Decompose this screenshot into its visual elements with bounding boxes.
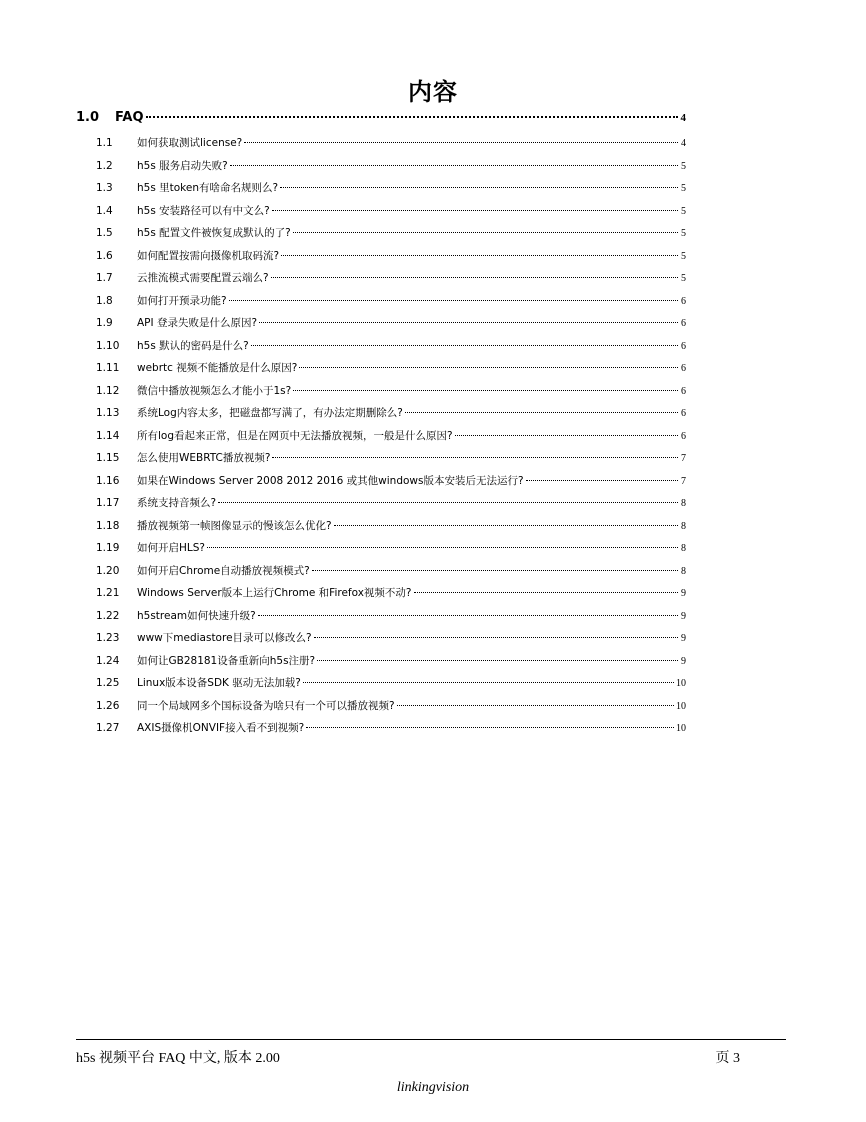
toc-entry-number: 1.14	[96, 429, 120, 442]
toc-entry-number: 1.4	[96, 204, 113, 217]
toc-entry-page: 4	[680, 112, 686, 124]
toc-entry-number: 1.17	[96, 497, 120, 509]
toc-entry-page: 5	[681, 205, 686, 217]
toc-entry[interactable]	[96, 608, 686, 631]
toc-entry-page: 6	[681, 430, 686, 442]
toc-entry-number: 1.19	[96, 542, 120, 554]
toc-entry[interactable]	[96, 540, 686, 563]
toc-entry-title: 如果在Windows Server 2008 2012 2016 或其他windows版本安装后无法运行?	[137, 474, 524, 487]
toc-entry-title: www下mediastore目录可以修改么?	[137, 632, 312, 644]
toc-leader-dots	[272, 210, 678, 211]
toc-entry[interactable]	[96, 270, 686, 293]
toc-entry-number: 1.9	[96, 317, 113, 329]
footer-brand: linkingvision	[396, 1080, 470, 1095]
toc-entry-title: API 登录失败是什么原因?	[137, 317, 258, 329]
toc-entry-page: 6	[681, 318, 686, 329]
toc-entry-title: 同一个局域网多个国标设备为啥只有一个可以播放视频?	[137, 699, 395, 712]
toc-entry-page: 8	[681, 520, 686, 532]
toc-leader-dots	[526, 480, 678, 481]
footer-doc-title: h5s 视频平台 FAQ 中文, 版本 2.00	[76, 1051, 280, 1066]
toc-entry[interactable]	[96, 203, 686, 226]
toc-entry[interactable]	[96, 338, 686, 361]
toc-entry-title: 系统支持音频么?	[137, 497, 217, 509]
toc-entry-page: 5	[681, 183, 686, 194]
toc-leader-dots	[229, 300, 678, 301]
toc-entry[interactable]	[96, 630, 686, 653]
toc-entry-title: Windows Server版本上运行Chrome 和Firefox视频不动?	[137, 587, 412, 599]
toc-entry[interactable]	[96, 158, 686, 181]
toc-entry-page: 4	[681, 138, 686, 149]
toc-leader-dots	[317, 660, 678, 661]
toc-leader-dots	[303, 682, 674, 683]
toc-entry-page: 10	[676, 723, 686, 734]
toc-entry-title: 播放视频第一帧图像显示的慢该怎么优化?	[137, 519, 332, 532]
toc-entry-number: 1.15	[96, 452, 120, 464]
toc-entry-number: 1.25	[96, 677, 120, 689]
toc-leader-dots	[334, 525, 678, 526]
toc-entry-number: 1.11	[96, 362, 120, 374]
toc-entry-number: 1.1	[96, 137, 113, 149]
toc-entry[interactable]	[96, 675, 686, 698]
toc-entry-number: 1.5	[96, 227, 113, 239]
toc-entry-page: 8	[681, 565, 686, 577]
toc-leader-dots	[314, 637, 678, 638]
toc-leader-dots	[455, 435, 678, 436]
toc-entry[interactable]	[96, 428, 686, 451]
toc-entry-page: 6	[681, 340, 686, 352]
toc-entry-page: 9	[681, 588, 686, 599]
toc-entry-title: 微信中播放视频怎么才能小于1s?	[137, 384, 292, 397]
toc-entry-page: 10	[676, 678, 686, 689]
toc-entry[interactable]	[96, 698, 686, 721]
toc-leader-dots	[312, 570, 678, 571]
toc-entry-title: 所有log看起来正常，但是在网页中无法播放视频，一般是什么原因?	[137, 429, 453, 442]
toc-entry-page: 9	[681, 610, 686, 622]
toc-entry-title: webrtc 视频不能播放是什么原因?	[137, 362, 298, 374]
toc-entry[interactable]	[96, 248, 686, 271]
toc-entry-title: 如何让GB28181设备重新向h5s注册?	[137, 654, 316, 667]
toc-leader-dots	[258, 615, 678, 616]
toc-entry[interactable]	[96, 225, 686, 248]
toc-leader-dots	[244, 142, 678, 143]
toc-entry-number: 1.18	[96, 519, 120, 532]
toc-entry-page: 9	[681, 633, 686, 644]
toc-entry[interactable]	[96, 653, 686, 676]
toc-entry[interactable]	[96, 180, 686, 203]
toc-entry-page: 8	[681, 498, 686, 509]
toc-entry-page: 8	[681, 543, 686, 554]
toc-entry-title: Linux版本设备SDK 驱动无法加载?	[137, 677, 301, 689]
toc-entry-title: h5s 安装路径可以有中文么?	[137, 204, 270, 217]
toc-entry[interactable]	[96, 135, 686, 158]
toc-entry-title: 如何开启Chrome自动播放视频模式?	[137, 564, 310, 577]
toc-entry-number: 1.24	[96, 654, 120, 667]
toc-entry-title: AXIS摄像机ONVIF接入看不到视频?	[137, 722, 305, 734]
toc-leader-dots	[218, 502, 678, 503]
toc-entry-number: 1.20	[96, 564, 120, 577]
toc-leader-dots	[414, 592, 679, 593]
toc-entry-number: 1.10	[96, 339, 120, 352]
toc-entry-page: 6	[681, 295, 686, 307]
toc-entry-number: 1.21	[96, 587, 120, 599]
toc-entry-title: h5s 默认的密码是什么?	[137, 339, 249, 352]
toc-leader-dots	[397, 705, 674, 706]
toc-entry-number: 1.27	[96, 722, 120, 734]
toc-entry-title: 如何打开预录功能?	[137, 294, 227, 307]
toc-leader-dots	[405, 412, 678, 413]
toc-entry-title: 如何配置按需向摄像机取码流?	[137, 249, 280, 262]
toc-leader-dots	[146, 116, 678, 118]
toc-entry-number: 1.12	[96, 384, 120, 397]
toc-entry-title: 云推流模式需要配置云端么?	[137, 272, 269, 284]
toc-entry-page: 6	[681, 363, 686, 374]
toc-leader-dots	[280, 187, 678, 188]
toc-entry-title: 系统Log内容太多，把磁盘都写满了，有办法定期删除么?	[137, 407, 403, 419]
toc-entry-title: h5s 配置文件被恢复成默认的了?	[137, 227, 291, 239]
toc-entry[interactable]	[96, 383, 686, 406]
toc-entry-page: 5	[681, 250, 686, 262]
toc-entry-title: 如何开启HLS?	[137, 542, 205, 554]
toc-entry-number: 1.6	[96, 249, 113, 262]
toc-entry[interactable]	[96, 495, 686, 518]
toc-entry-number: 1.13	[96, 407, 120, 419]
toc-entry-number: 1.0	[76, 110, 100, 125]
toc-entry-page: 5	[681, 273, 686, 284]
toc-entry[interactable]	[96, 473, 686, 496]
toc-leader-dots	[293, 390, 678, 391]
toc-entry-number: 1.26	[96, 699, 120, 712]
toc-entry-page: 6	[681, 408, 686, 419]
toc-leader-dots	[207, 547, 678, 548]
toc-entry-number: 1.2	[96, 159, 113, 172]
footer-divider	[76, 1039, 786, 1040]
toc-entry-page: 6	[681, 385, 686, 397]
toc-entry-title: h5s 服务启动失败?	[137, 159, 228, 172]
toc-entry[interactable]	[96, 293, 686, 316]
toc-entry-page: 5	[681, 160, 686, 172]
toc-entry-number: 1.7	[96, 272, 113, 284]
toc-entry-page: 7	[681, 453, 686, 464]
page-title: 内容	[408, 78, 458, 106]
toc-entry-faq[interactable]	[76, 110, 686, 132]
toc-entry-page: 10	[676, 700, 686, 712]
toc-entry-title: h5s 里token有啥命名规则么?	[137, 182, 279, 194]
toc-entry[interactable]	[96, 585, 686, 608]
toc-leader-dots	[281, 255, 678, 256]
toc-entry-number: 1.16	[96, 474, 120, 487]
toc-entry[interactable]	[96, 360, 686, 383]
toc-leader-dots	[259, 322, 678, 323]
toc-entry-title: 如何获取测试license?	[137, 137, 243, 149]
toc-entry-title: FAQ	[115, 110, 144, 125]
toc-entry-page: 5	[681, 228, 686, 239]
toc-leader-dots	[272, 457, 678, 458]
toc-leader-dots	[251, 345, 678, 346]
toc-leader-dots	[299, 367, 678, 368]
toc-entry[interactable]	[96, 563, 686, 586]
toc-entry[interactable]	[96, 720, 686, 743]
footer-page-number: 页 3	[715, 1051, 740, 1066]
toc-entry-title: h5stream如何快速升级?	[137, 609, 256, 622]
toc-leader-dots	[293, 232, 678, 233]
toc-entry-number: 1.23	[96, 632, 120, 644]
toc-leader-dots	[306, 727, 674, 728]
toc-entry[interactable]	[96, 315, 686, 338]
toc-entry[interactable]	[96, 405, 686, 428]
toc-leader-dots	[271, 277, 678, 278]
toc-entry-number: 1.8	[96, 294, 113, 307]
toc-leader-dots	[230, 165, 678, 166]
toc-entry-title: 怎么使用WEBRTC播放视频?	[137, 452, 271, 464]
toc-entry-page: 9	[681, 655, 686, 667]
toc-entry-number: 1.22	[96, 609, 120, 622]
toc-entry-number: 1.3	[96, 182, 113, 194]
toc-entry-page: 7	[681, 475, 686, 487]
toc-entry[interactable]	[96, 450, 686, 473]
toc-entry[interactable]	[96, 518, 686, 541]
